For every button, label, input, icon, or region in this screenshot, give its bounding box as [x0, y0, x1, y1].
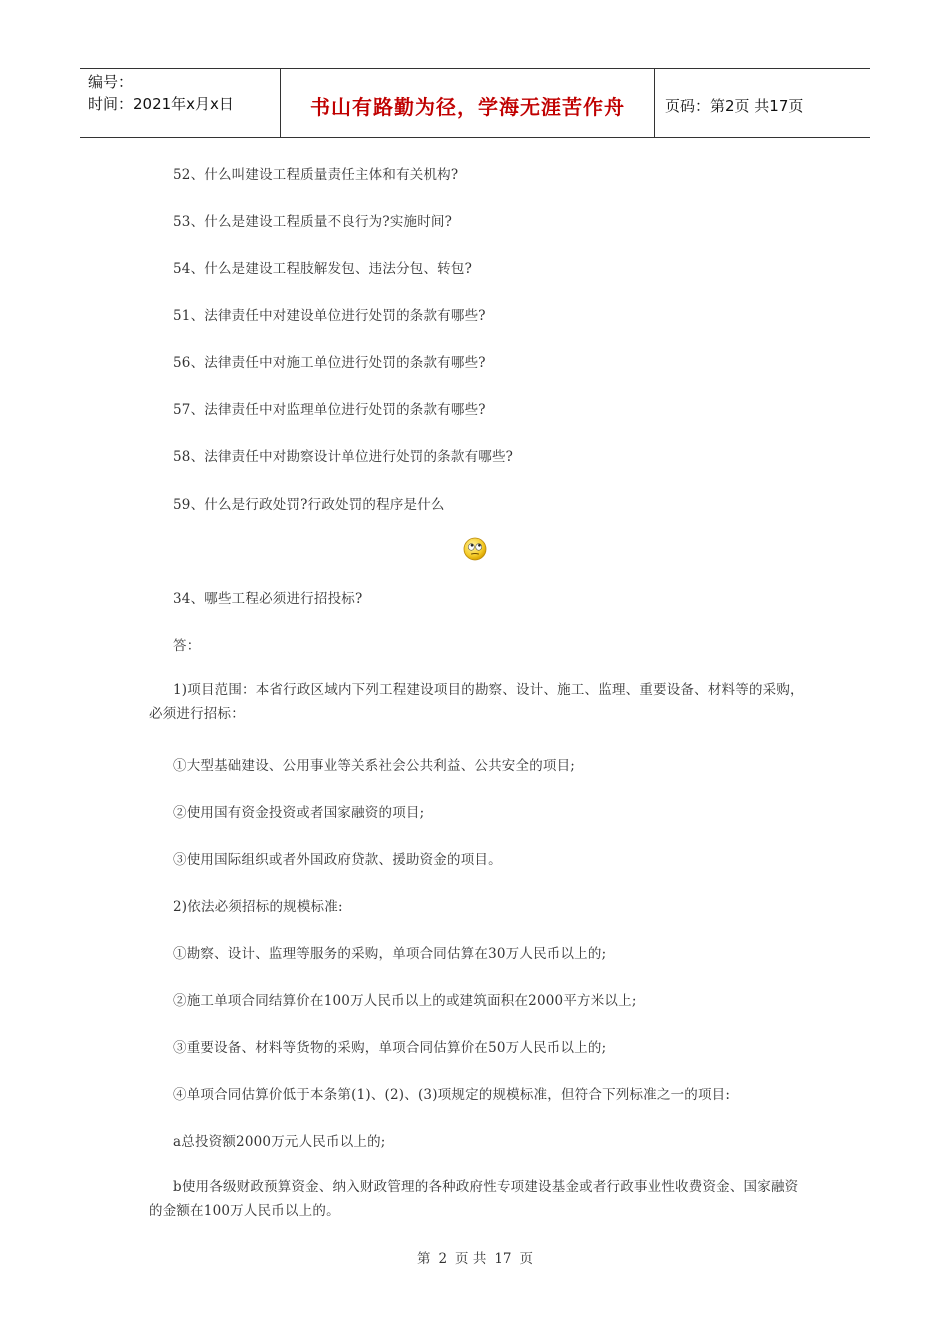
header-motto: 书山有路勤为径，学海无涯苦作舟 — [310, 94, 625, 119]
page-footer — [0, 1247, 950, 1267]
question-57: 57、法律责任中对监理单位进行处罚的条款有哪些? — [173, 402, 486, 418]
list-item: ④单项合同估算价低于本条第(1)、(2)、(3)项规定的规模标准，但符合下列标准之一的项目: — [173, 1087, 731, 1103]
time-label: 时间：2021年x月x日 — [88, 95, 234, 113]
question-58: 58、法律责任中对勘察设计单位进行处罚的条款有哪些? — [173, 449, 514, 465]
list-item: ③使用国际组织或者外国政府贷款、援助资金的项目。 — [173, 852, 502, 868]
header-page-cell — [655, 69, 870, 137]
rolling-eyes-emoji-icon — [463, 537, 487, 561]
header-motto-cell — [281, 69, 655, 137]
footer-middle: 页 共 — [455, 1251, 487, 1267]
paragraph-scale-standard: 2)依法必须招标的规模标准: — [173, 899, 343, 915]
answer-label: 答： — [173, 638, 201, 654]
paragraph-item-b: b使用各级财政预算资金、纳入财政管理的各种政府性专项建设基金或者行政事业性收费资金、国家融资的金额在100万人民币以上的。 — [149, 1179, 799, 1219]
header-meta — [80, 69, 281, 137]
question-56: 56、法律责任中对施工单位进行处罚的条款有哪些? — [173, 355, 486, 371]
question-54: 54、什么是建设工程肢解发包、违法分包、转包? — [173, 261, 473, 277]
list-item: ②施工单项合同结算价在100万人民币以上的或建筑面积在2000平方米以上; — [173, 993, 637, 1009]
footer-page-number: 2 — [438, 1251, 448, 1267]
footer-prefix: 第 — [416, 1251, 431, 1267]
paragraph-project-scope: 1)项目范围：本省行政区域内下列工程建设项目的勘察、设计、施工、监理、重要设备、材料等的采购，必须进行招标： — [149, 682, 804, 722]
question-53: 53、什么是建设工程质量不良行为?实施时间? — [173, 214, 453, 230]
list-item: ③重要设备、材料等货物的采购，单项合同估算价在50万人民币以上的; — [173, 1040, 607, 1056]
footer-suffix: 页 — [519, 1251, 534, 1267]
list-item: ①大型基础建设、公用事业等关系社会公共利益、公共安全的项目; — [173, 758, 576, 774]
list-item: ①勘察、设计、监理等服务的采购，单项合同估算在30万人民币以上的; — [173, 946, 607, 962]
question-52: 52、什么叫建设工程质量责任主体和有关机构? — [173, 167, 459, 183]
list-item: ②使用国有资金投资或者国家融资的项目; — [173, 805, 425, 821]
question-34: 34、哪些工程必须进行招投标? — [173, 591, 363, 607]
header-page-label: 页码：第2页 共17页 — [665, 96, 804, 115]
list-item: a总投资额2000万元人民币以上的; — [173, 1134, 386, 1150]
question-51: 51、法律责任中对建设单位进行处罚的条款有哪些? — [173, 308, 486, 324]
number-label: 编号： — [88, 73, 134, 91]
question-59: 59、什么是行政处罚?行政处罚的程序是什么 — [173, 497, 445, 513]
footer-total-pages: 17 — [494, 1251, 512, 1267]
document-header — [80, 68, 870, 138]
